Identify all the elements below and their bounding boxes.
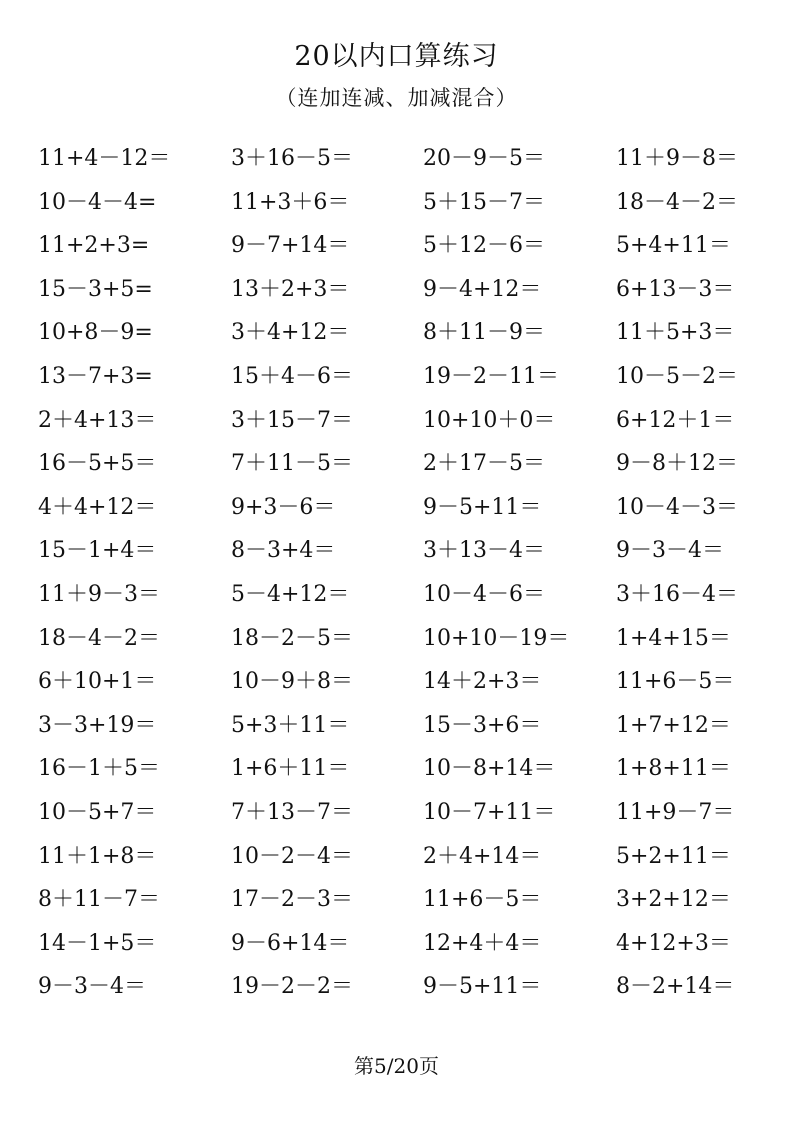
- math-problem: 4+12+3＝: [616, 930, 731, 956]
- math-problem: 5＋12－6＝: [423, 233, 545, 259]
- math-problem: 9－5+11＝: [423, 494, 542, 520]
- page-number: 第5/20页: [354, 1054, 439, 1078]
- math-problem: 16－5+5＝: [38, 451, 157, 477]
- math-problem: 10－4－6＝: [423, 581, 545, 607]
- math-problem: 15－3+5=: [38, 276, 153, 302]
- math-problem: 20－9－5＝: [423, 146, 545, 171]
- math-problem: 9－3－4＝: [616, 538, 724, 564]
- math-problem: 6+13－3＝: [616, 276, 735, 302]
- math-problem: 10－8+14＝: [423, 756, 556, 782]
- math-problem: 9－5+11＝: [423, 974, 542, 1000]
- math-problem: 2＋4+13＝: [38, 407, 157, 433]
- math-problem: 11+4－12＝: [38, 146, 171, 171]
- math-problem: 7＋11－5＝: [231, 451, 353, 477]
- math-problem: 8＋11－9＝: [423, 320, 545, 346]
- math-problem: 5＋15－7＝: [423, 189, 545, 215]
- math-problem: 10－2－4＝: [231, 843, 353, 869]
- math-problem: 14＋2+3＝: [423, 669, 542, 695]
- math-problem: 6+12＋1＝: [616, 407, 735, 433]
- math-problem: 10－4－4=: [38, 189, 157, 215]
- math-problem: 3＋13－4＝: [423, 538, 545, 564]
- page-subtitle: （连加连减、加减混合）: [275, 86, 518, 110]
- math-problem: 4＋4+12＝: [38, 494, 157, 520]
- math-problem: 2＋4+14＝: [423, 843, 542, 869]
- math-problem: 7＋13－7＝: [231, 799, 353, 825]
- math-problem: 5+4+11＝: [616, 233, 731, 259]
- math-problem: 6＋10+1＝: [38, 669, 157, 695]
- math-problem: 1+7+12＝: [616, 712, 731, 738]
- math-problem: 9－7+14＝: [231, 233, 350, 259]
- math-problem: 9－4+12＝: [423, 276, 542, 302]
- math-problem: 9－3－4＝: [38, 974, 146, 1000]
- math-problem: 19－2－11＝: [423, 363, 559, 389]
- math-problem: 3＋16－5＝: [231, 146, 353, 171]
- math-problem: 13－7+3=: [38, 363, 153, 389]
- math-problem: 11＋5+3＝: [616, 320, 735, 346]
- math-problem: 3＋15－7＝: [231, 407, 353, 433]
- math-problem: 3＋16－4＝: [616, 581, 738, 607]
- math-problem: 10+8－9=: [38, 320, 153, 346]
- math-problem: 15－3+6＝: [423, 712, 542, 738]
- math-problem: 11＋9－3＝: [38, 581, 160, 607]
- math-problem: 1+4+15＝: [616, 625, 731, 651]
- page-title: 20以内口算练习: [294, 41, 499, 72]
- math-problem: 9+3－6＝: [231, 494, 336, 520]
- math-problem: 10－4－3＝: [616, 494, 738, 520]
- math-problem: 3－3+19＝: [38, 712, 157, 738]
- math-problem: 15－1+4＝: [38, 538, 157, 564]
- math-problem: 13＋2+3＝: [231, 276, 350, 302]
- math-problem: 3+2+12＝: [616, 887, 731, 913]
- math-problem: 8－3+4＝: [231, 538, 336, 564]
- math-problem: 5+3＋11＝: [231, 712, 350, 738]
- math-problem: 12+4＋4＝: [423, 930, 542, 956]
- math-problem: 10+10＋0＝: [423, 407, 556, 433]
- math-problem: 11＋9－8＝: [616, 146, 738, 171]
- math-problem: 14－1+5＝: [38, 930, 157, 956]
- math-problem: 16－1＋5＝: [38, 756, 160, 782]
- math-problem: 11+2+3=: [38, 233, 150, 259]
- math-problem: 10+10－19＝: [423, 625, 570, 651]
- math-problem: 11＋1+8＝: [38, 843, 157, 869]
- math-problem: 10－9＋8＝: [231, 669, 353, 695]
- math-problem: 8＋11－7＝: [38, 887, 160, 913]
- math-problem: 11+9－7＝: [616, 799, 735, 825]
- math-problem: 3＋4+12＝: [231, 320, 350, 346]
- math-problem: 9－6+14＝: [231, 930, 350, 956]
- math-problem: 10－5+7＝: [38, 799, 157, 825]
- math-problem: 5+2+11＝: [616, 843, 731, 869]
- math-problem: 8－2+14＝: [616, 974, 735, 1000]
- problem-grid: [38, 137, 778, 1009]
- math-problem: 1+6＋11＝: [231, 756, 350, 782]
- math-problem: 2＋17－5＝: [423, 451, 545, 477]
- math-problem: 18－4－2＝: [38, 625, 160, 651]
- math-problem: 19－2－2＝: [231, 974, 353, 1000]
- math-problem: 18－4－2＝: [616, 189, 738, 215]
- math-problem: 15＋4－6＝: [231, 363, 353, 389]
- math-problem: 10－5－2＝: [616, 363, 738, 389]
- math-problem: 9－8＋12＝: [616, 451, 738, 477]
- math-problem: 11+6－5＝: [616, 669, 735, 695]
- math-problem: 1+8+11＝: [616, 756, 731, 782]
- math-problem: 10－7+11＝: [423, 799, 556, 825]
- math-problem: 17－2－3＝: [231, 887, 353, 913]
- math-problem: 11+6－5＝: [423, 887, 542, 913]
- math-problem: 5－4+12＝: [231, 581, 350, 607]
- math-problem: 11+3＋6＝: [231, 189, 350, 215]
- math-problem: 18－2－5＝: [231, 625, 353, 651]
